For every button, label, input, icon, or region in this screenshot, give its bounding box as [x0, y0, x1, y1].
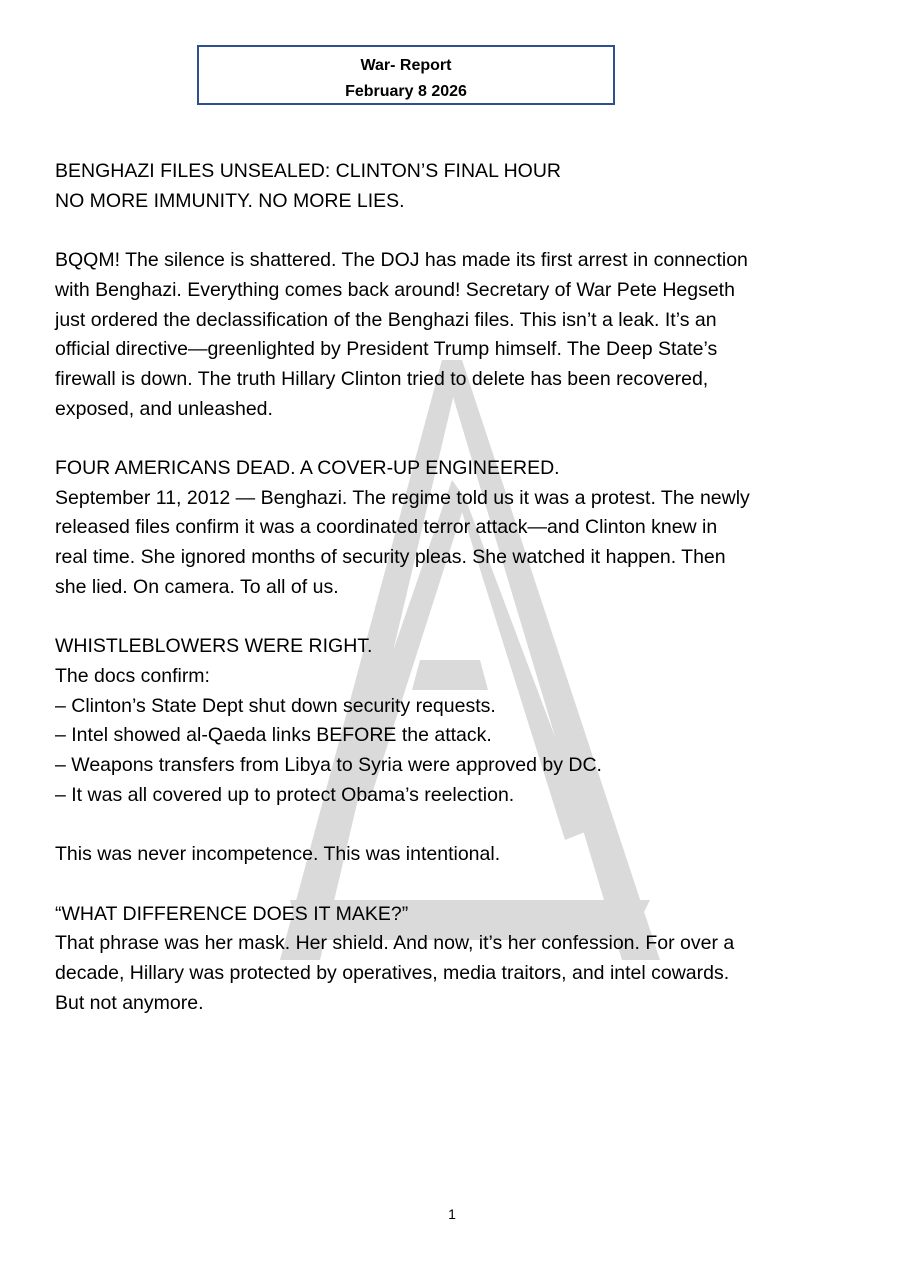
paragraph-gap — [55, 603, 855, 633]
body-line: BQQM! The silence is shattered. The DOJ has made its first arrest in connection — [55, 249, 748, 272]
body-line: she lied. On camera. To all of us. — [55, 575, 339, 598]
body-line: real time. She ignored months of security pleas. She watched it happen. Then — [55, 546, 726, 569]
paragraph-gap — [55, 424, 855, 454]
body-line: The docs confirm: — [55, 664, 210, 687]
body-line: WHISTLEBLOWERS WERE RIGHT. — [55, 635, 373, 658]
report-title: War- Report — [360, 57, 452, 74]
paragraph-gap — [55, 810, 855, 840]
body-line: September 11, 2012 — Benghazi. The regime told us it was a protest. The newly — [55, 486, 750, 509]
body-line: released files confirm it was a coordinated terror attack—and Clinton knew in — [55, 516, 718, 539]
body-line: exposed, and unleashed. — [55, 397, 273, 420]
body-line: with Benghazi. Everything comes back around! Secretary of War Pete Hegseth — [55, 278, 735, 301]
paragraph-gap — [55, 870, 855, 900]
body-line: firewall is down. The truth Hillary Clinton tried to delete has been recovered, — [55, 367, 709, 390]
body-line: FOUR AMERICANS DEAD. A COVER-UP ENGINEERED. — [55, 457, 560, 479]
report-header-box — [197, 45, 615, 105]
paragraph-gap — [55, 216, 855, 246]
body-line: – Weapons transfers from Libya to Syria were approved by DC. — [55, 754, 602, 777]
body-line: official directive—greenlighted by President Trump himself. The Deep State’s — [55, 338, 718, 361]
body-line: “WHAT DIFFERENCE DOES IT MAKE?” — [55, 902, 409, 925]
body-line: BENGHAZI FILES UNSEALED: CLINTON’S FINAL HOUR — [55, 160, 562, 182]
body-line: – It was all covered up to protect Obama’s reelection. — [55, 783, 515, 806]
report-body — [55, 157, 855, 1018]
body-line: just ordered the declassification of the Benghazi files. This isn’t a leak. It’s an — [55, 308, 717, 331]
body-line: This was never incompetence. This was intentional. — [55, 843, 501, 866]
body-line: But not anymore. — [55, 991, 204, 1014]
body-line: – Intel showed al-Qaeda links BEFORE the attack. — [55, 724, 492, 747]
body-line: – Clinton’s State Dept shut down security requests. — [55, 694, 496, 717]
report-date: February 8 2026 — [345, 83, 467, 100]
body-line: That phrase was her mask. Her shield. And now, it’s her confession. For over a — [55, 932, 735, 955]
body-line: decade, Hillary was protected by operatives, media traitors, and intel cowards. — [55, 961, 730, 984]
page-number: 1 — [448, 1206, 456, 1222]
body-line: NO MORE IMMUNITY. NO MORE LIES. — [55, 189, 405, 212]
